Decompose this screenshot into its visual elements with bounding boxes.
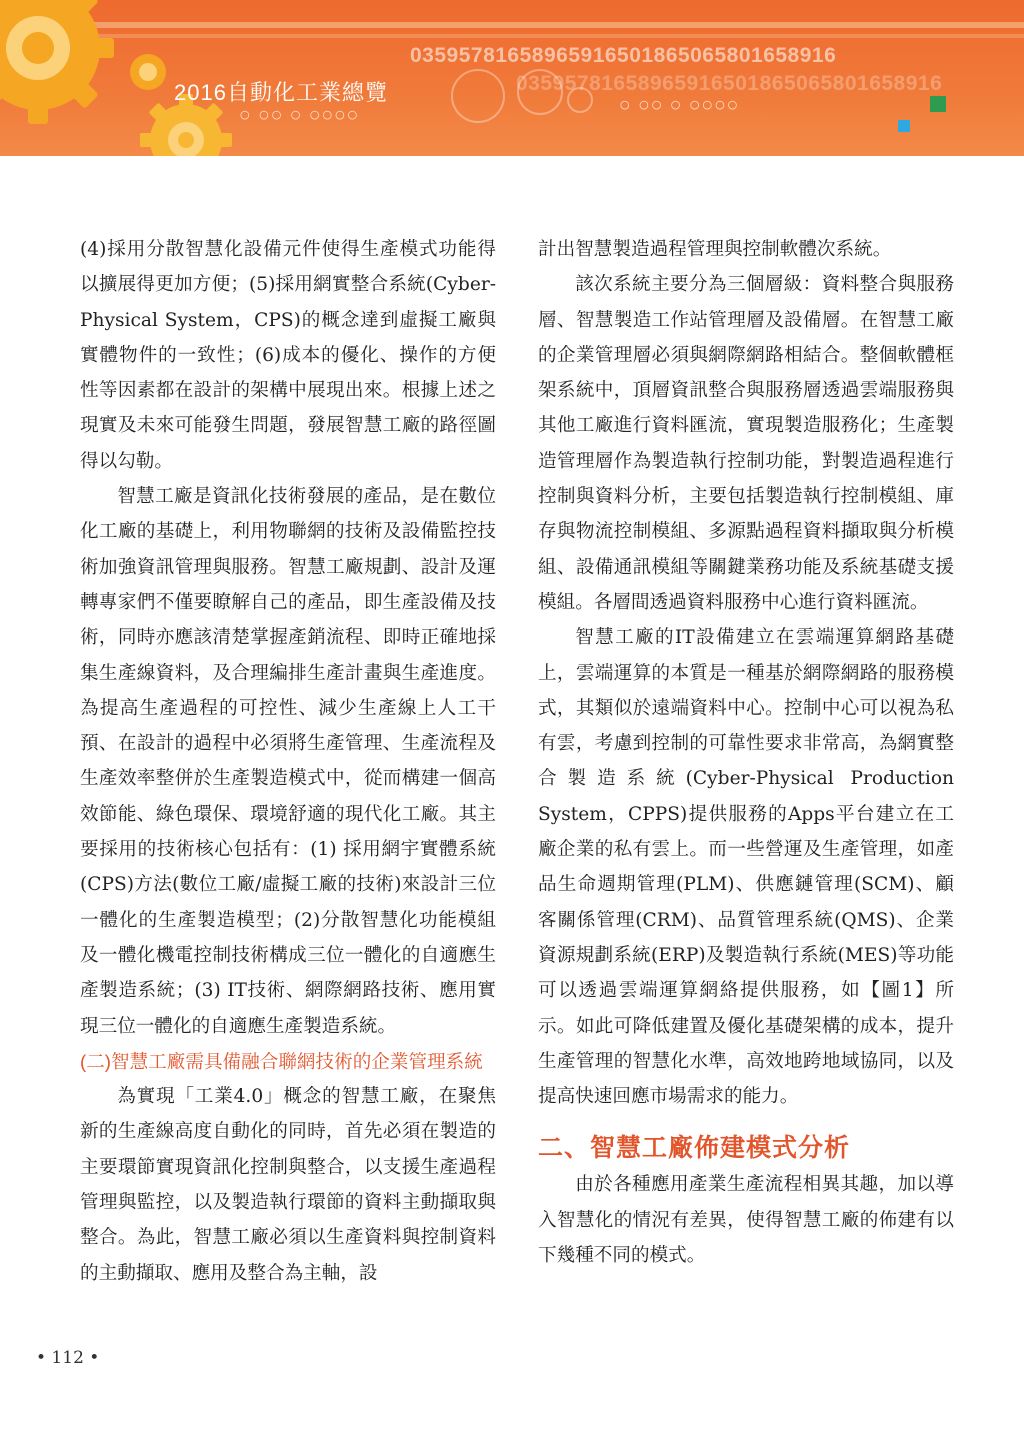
paragraph: 智慧工廠的IT設備建立在雲端運算網路基礎上，雲端運算的本質是一種基於網際網路的服務模式，其類似於遠端資料中心。控制中心可以視為私有雲，考慮到控制的可靠性要求非常高，為網實整合製造系統(Cyber-Physical Production System，CPPS)提供服務的Apps平台建立在工廠企業的私有雲上。而一些營運及生產管理，如產品生命週期管理(PLM)、供應鏈管理(SCM)、顧客關係管理(CRM)、品質管理系統(QMS)、企業資源規劃系統(ERP)及製造執行系統(MES)等功能可以透過雲端運算網絡提供服務，如【圖1】所示。如此可降低建置及優化基礎架構的成本，提升生產管理的智慧化水準，高效地跨地域協同，以及提高快速回應市場需求的能力。 (538, 627, 954, 1108)
page-number: • 112 • (36, 1348, 100, 1368)
section-heading: 二、智慧工廠佈建模式分析 (538, 1134, 851, 1163)
paragraph: (4)採用分散智慧化設備元件使得生產模式功能得以擴展得更加方便；(5)採用網實整合系統(Cyber-Physical System，CPS)的概念達到虛擬工廠與實體物件的一致性；(6)成本的優化、操作的方便性等因素都在設計的架構中展現出來。根據上述之現實及未來可能發生問題，發展智慧工廠的路徑圖得以勾勒。 (80, 239, 496, 472)
publication-title: 2016自動化工業總覽 (174, 80, 388, 105)
right-column (538, 232, 954, 1273)
left-column (80, 232, 496, 1291)
header-banner (0, 0, 1024, 156)
banner-digits-faded: 03595781658965916501865065801658916 (516, 72, 943, 95)
paragraph: 計出智慧製造過程管理與控制軟體次系統。 (538, 239, 892, 260)
gear-decoration-icon (0, 0, 1024, 156)
banner-dots-left: ○ ○○ ○ ○○○○ (240, 108, 361, 121)
paragraph: 為實現「工業4.0」概念的智慧工廠，在聚焦新的生產線高度自動化的同時，首先必須在製造的主要環節實現資訊化控制與整合，以支援生產過程管理與監控，以及製造執行環節的資料主動擷取與整合。為此，智慧工廠必須以生產資料與控制資料的主動擷取、應用及整合為主軸，設 (80, 1086, 496, 1284)
section-subheading: (二)智慧工廠需具備融合聯網技術的企業管理系統 (80, 1050, 483, 1072)
paragraph: 智慧工廠是資訊化技術發展的產品，是在數位化工廠的基礎上，利用物聯網的技術及設備監控技術加強資訊管理與服務。智慧工廠規劃、設計及運轉專家們不僅要瞭解自己的產品，即生產設備及技術，同時亦應該清楚掌握產銷流程、即時正確地採集生產線資料，及合理編排生產計畫與生產進度。為提高生產過程的可控性、減少生產線上人工干預、在設計的過程中必須將生產管理、生產流程及生產效率整併於生產製造模式中，從而構建一個高效節能、綠色環保、環境舒適的現代化工廠。其主要採用的技術核心包括有：(1) 採用網宇實體系統(CPS)方法(數位工廠/虛擬工廠的技術)來設計三位一體化的生產製造模型；(2)分散智慧化功能模組及一體化機電控制技術構成三位一體化的自適應生產製造系統；(3) IT技術、網際網路技術、應用實現三位一體化的自適應生產製造系統。 (80, 486, 496, 1037)
banner-dots-right: ○ ○○ ○ ○○○○ (620, 98, 741, 111)
paragraph: 由於各種應用產業生產流程相異其趣，加以導入智慧化的情況有差異，使得智慧工廠的佈建有以下幾種不同的模式。 (538, 1174, 954, 1267)
paragraph: 該次系統主要分為三個層級：資料整合與服務層、智慧製造工作站管理層及設備層。在智慧工廠的企業管理層必須與網際網路相結合。整個軟體框架系統中，頂層資訊整合與服務層透過雲端服務與其他工廠進行資料匯流，實現製造服務化；生產製造管理層作為製造執行控制功能，對製造過程進行控制與資料分析，主要包括製造執行控制模組、庫存與物流控制模組、多源點過程資料擷取與分析模組、設備通訊模組等關鍵業務功能及系統基礎支援模組。各層間透過資料服務中心進行資料匯流。 (538, 274, 954, 613)
banner-digits: 0359578165896591650186506580165891​6 (410, 44, 837, 67)
